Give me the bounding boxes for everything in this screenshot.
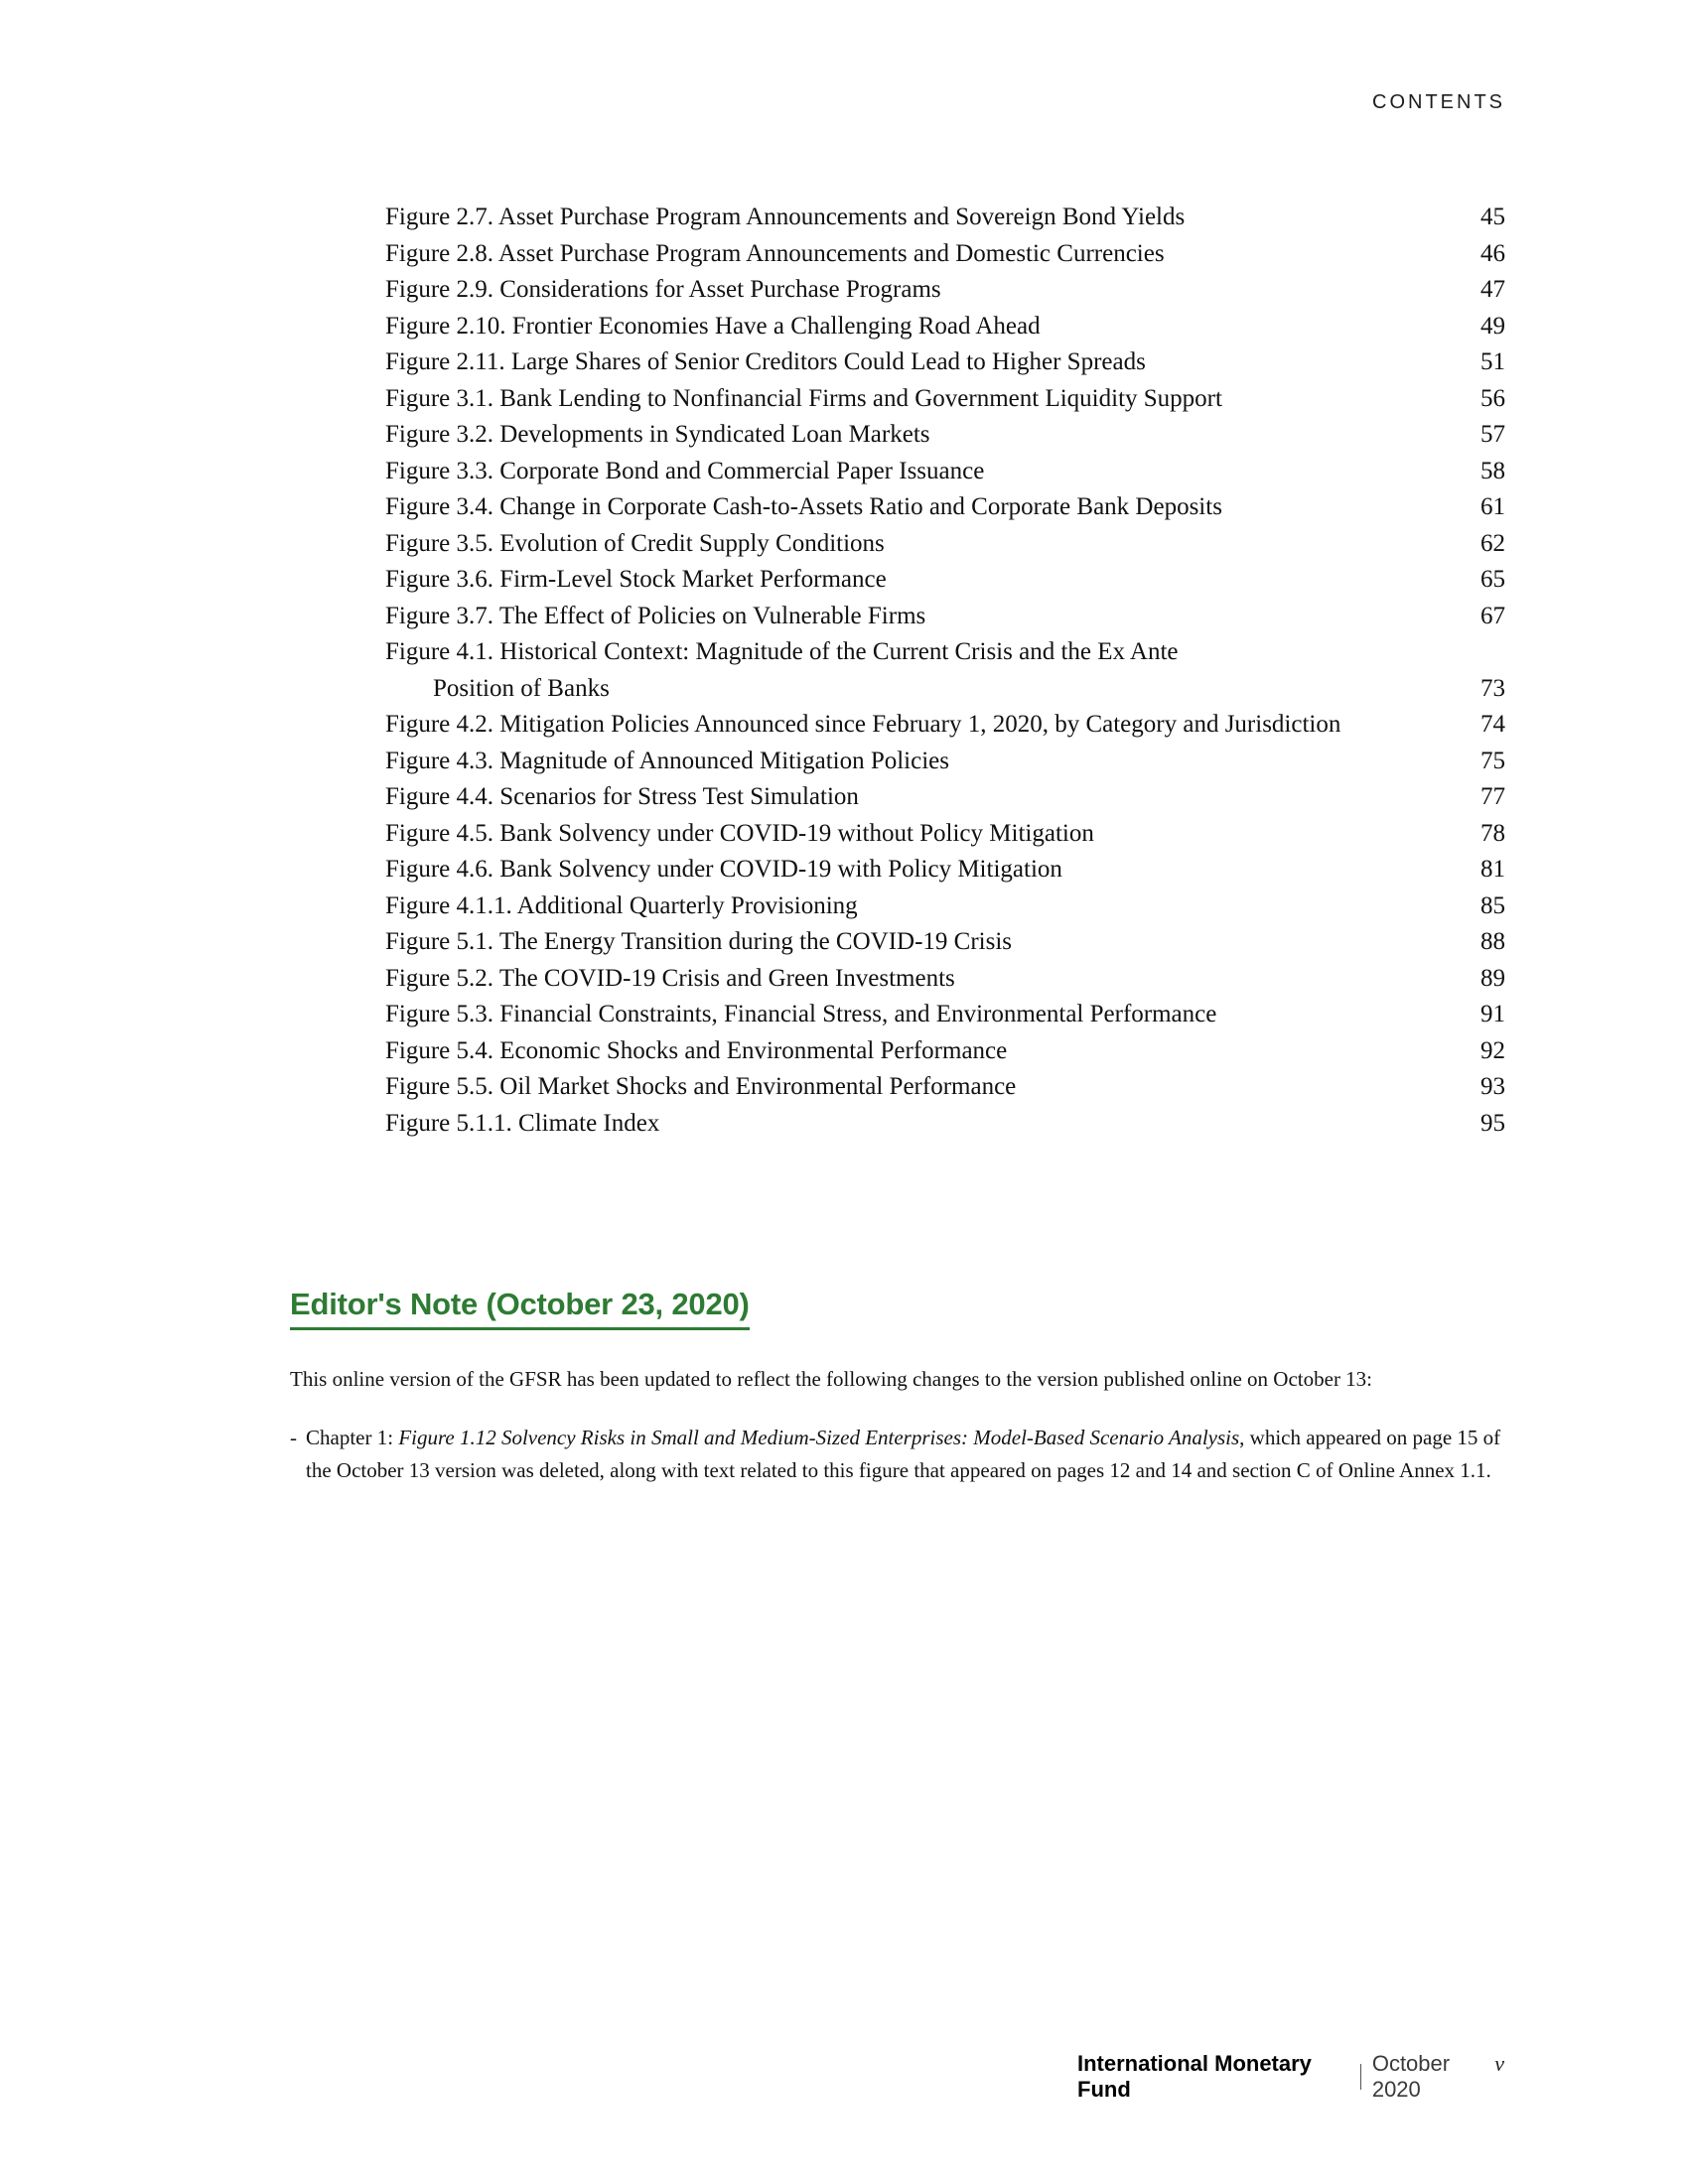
toc-entry-page: 49 <box>1480 312 1505 340</box>
toc-entry-page: 81 <box>1480 856 1505 883</box>
toc-entry <box>385 526 1505 563</box>
toc-entry <box>385 1033 1505 1070</box>
toc-entry-title: Figure 3.4. Change in Corporate Cash-to-Assets Ratio and Corporate Bank Deposits <box>385 493 1222 520</box>
toc-entry-page: 51 <box>1480 348 1505 375</box>
toc-entry-page: 74 <box>1480 711 1505 738</box>
editors-note-heading: Editor's Note (October 23, 2020) <box>290 1287 750 1330</box>
toc-entry-title: Figure 5.4. Economic Shocks and Environmental Performance <box>385 1036 1008 1064</box>
toc-entry-title: Figure 3.7. The Effect of Policies on Vulnerable Firms <box>385 602 926 629</box>
toc-entry <box>385 1069 1505 1106</box>
toc-entry <box>385 272 1505 309</box>
toc-entry <box>385 744 1505 780</box>
toc-entry-page: 92 <box>1480 1036 1505 1064</box>
toc-entry-page: 56 <box>1480 384 1505 412</box>
toc-entry <box>385 344 1505 381</box>
toc-entry-title: Figure 2.10. Frontier Economies Have a Challenging Road Ahead <box>385 312 1041 340</box>
toc-entry-title: Figure 3.5. Evolution of Credit Supply Conditions <box>385 529 885 557</box>
editors-note-bullet <box>290 1422 1507 1487</box>
bullet-text <box>306 1422 1507 1487</box>
toc-entry-page: 85 <box>1480 891 1505 919</box>
toc-entry <box>385 200 1505 236</box>
toc-entry-page: 62 <box>1480 529 1505 557</box>
toc-entry-title: Figure 3.3. Corporate Bond and Commercial Paper Issuance <box>385 457 985 484</box>
toc-entry-title: Figure 5.1.1. Climate Index <box>385 1109 660 1137</box>
toc-entry <box>385 417 1505 454</box>
toc-entry-title: Figure 4.3. Magnitude of Announced Mitigation Policies <box>385 747 949 774</box>
toc-entry-title: Figure 4.5. Bank Solvency under COVID-19 without Policy Mitigation <box>385 819 1094 847</box>
toc-entry-title: Figure 2.11. Large Shares of Senior Creditors Could Lead to Higher Spreads <box>385 348 1146 375</box>
toc-entry-title: Figure 2.9. Considerations for Asset Purchase Programs <box>385 276 941 303</box>
toc-entry-page: 77 <box>1480 783 1505 810</box>
toc-entry <box>385 309 1505 345</box>
toc-entry-page: 78 <box>1480 819 1505 847</box>
toc-entry-page: 65 <box>1480 566 1505 593</box>
toc-entry-page: 67 <box>1480 602 1505 629</box>
toc-entry-title: Figure 4.2. Mitigation Policies Announced since February 1, 2020, by Category and Jurisdiction <box>385 711 1341 738</box>
toc-entry-title: Figure 4.4. Scenarios for Stress Test Simulation <box>385 783 859 810</box>
toc-entry <box>385 961 1505 998</box>
toc-entry <box>385 634 1505 707</box>
toc-entry-page: 61 <box>1480 493 1505 520</box>
toc-entry-page: 89 <box>1480 964 1505 992</box>
footer-imprint <box>1077 2051 1494 2103</box>
toc-entry-page: 91 <box>1480 1001 1505 1027</box>
bullet-text-italic: Figure 1.12 Solvency Risks in Small and Medium-Sized Enterprises: Model-Based Scenario Analysis <box>398 1426 1240 1449</box>
footer-issue: October 2020 <box>1371 2051 1451 2102</box>
toc-entry-title: Figure 4.1.1. Additional Quarterly Provisioning <box>385 891 858 919</box>
toc-entry-title-continuation: Position of Banks <box>433 674 610 702</box>
toc-entry-title: Figure 5.3. Financial Constraints, Financial Stress, and Environmental Performance <box>385 1001 1217 1027</box>
toc-entry-title: Figure 3.6. Firm-Level Stock Market Performance <box>385 566 887 593</box>
toc-entry <box>385 779 1505 816</box>
toc-entry <box>385 489 1505 526</box>
toc-entry-page: 93 <box>1480 1073 1505 1100</box>
toc-entry <box>385 562 1505 599</box>
page-number: v <box>1494 2051 1504 2076</box>
toc-entry <box>385 1106 1505 1143</box>
toc-entry-title: Figure 4.6. Bank Solvency under COVID-19 with Policy Mitigation <box>385 856 1062 883</box>
toc-entry <box>385 852 1505 888</box>
editors-note-section <box>290 1287 1507 1487</box>
toc-entry <box>385 381 1505 418</box>
toc-entry-title: Figure 2.7. Asset Purchase Program Announcements and Sovereign Bond Yields <box>385 204 1186 230</box>
bullet-text-suffix: , which appeared on page 15 of the October 13 version was deleted, along with text related to this figure that appeared on pages 12 and 14 and section C of Online Annex 1.1. <box>306 1426 1501 1482</box>
toc-entry-page: 88 <box>1480 928 1505 955</box>
toc-entry-title: Figure 5.5. Oil Market Shocks and Environmental Performance <box>385 1073 1017 1100</box>
toc-entry <box>385 997 1505 1033</box>
editors-note-intro: This online version of the GFSR has been updated to reflect the following changes to the version published online on October 13: <box>290 1367 1373 1391</box>
toc-entry-page: 73 <box>1480 674 1505 702</box>
toc-entry-title: Figure 5.1. The Energy Transition during the COVID-19 Crisis <box>385 928 1013 955</box>
toc-entry-title: Figure 3.1. Bank Lending to Nonfinancial Firms and Government Liquidity Support <box>385 384 1222 412</box>
contents-running-head: CONTENTS <box>1372 91 1505 113</box>
toc-entry-page: 58 <box>1480 457 1505 484</box>
list-of-figures <box>385 200 1505 1142</box>
toc-entry-title: Figure 5.2. The COVID-19 Crisis and Green Investments <box>385 964 955 992</box>
toc-entry-page: 95 <box>1480 1109 1505 1137</box>
toc-entry-title: Figure 3.2. Developments in Syndicated Loan Markets <box>385 421 930 448</box>
toc-entry-title: Figure 2.8. Asset Purchase Program Announcements and Domestic Currencies <box>385 239 1165 267</box>
footer-publisher: International Monetary Fund <box>1077 2051 1312 2102</box>
bullet-text-prefix: Chapter 1: <box>306 1426 399 1449</box>
toc-entry <box>385 599 1505 635</box>
page-footer <box>1077 2051 1504 2103</box>
toc-entry <box>385 888 1505 925</box>
toc-entry-page: 57 <box>1480 421 1505 448</box>
toc-entry <box>385 816 1505 853</box>
toc-entry <box>385 707 1505 744</box>
toc-entry-page: 46 <box>1480 239 1505 267</box>
toc-entry-page: 45 <box>1480 204 1505 230</box>
toc-entry-page: 47 <box>1480 276 1505 303</box>
bullet-marker: - <box>290 1426 297 1449</box>
toc-entry <box>385 924 1505 961</box>
toc-entry <box>385 454 1505 490</box>
toc-entry-title: Figure 4.1. Historical Context: Magnitude of the Current Crisis and the Ex Ante Position of Banks <box>385 634 1460 707</box>
toc-entry <box>385 236 1505 273</box>
toc-entry-page: 75 <box>1480 747 1505 774</box>
footer-divider <box>1360 2064 1361 2090</box>
